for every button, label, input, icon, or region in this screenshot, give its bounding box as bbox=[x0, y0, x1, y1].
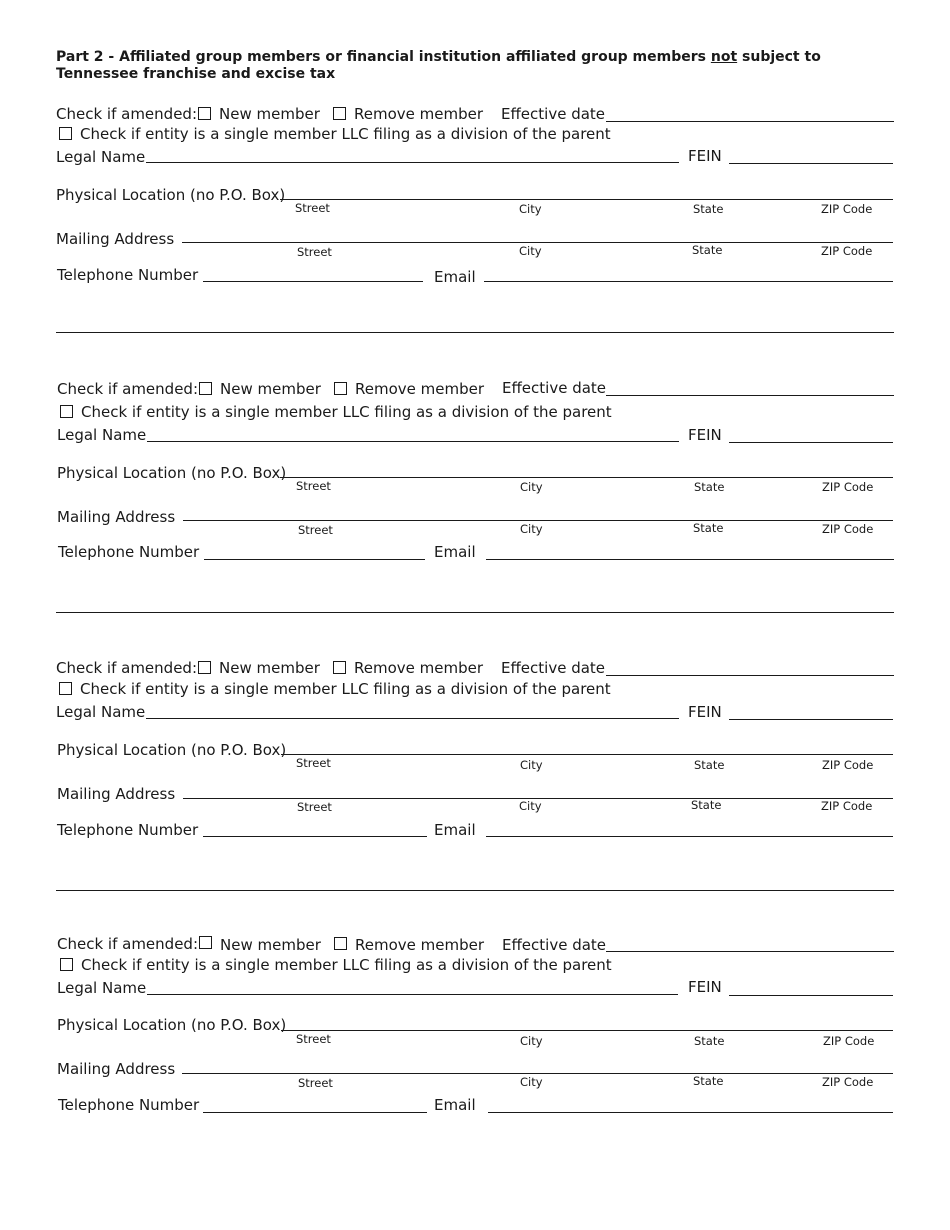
physical-state-caption: State bbox=[693, 202, 724, 216]
mailing-address-field[interactable] bbox=[182, 242, 893, 243]
physical-zip-caption: ZIP Code bbox=[822, 758, 874, 772]
physical-street-caption: Street bbox=[295, 201, 330, 215]
mailing-state-caption: State bbox=[692, 243, 723, 257]
telephone-field[interactable] bbox=[203, 1112, 427, 1113]
mailing-city-caption: City bbox=[519, 244, 542, 258]
fein-field[interactable] bbox=[729, 163, 893, 164]
legal-name-field[interactable] bbox=[147, 994, 678, 995]
remove-member-label: Remove member bbox=[354, 105, 484, 123]
single-member-llc-checkbox[interactable] bbox=[60, 958, 73, 971]
mailing-address-label: Mailing Address bbox=[56, 230, 175, 248]
telephone-field[interactable] bbox=[203, 281, 423, 282]
physical-street-caption: Street bbox=[296, 1032, 331, 1046]
physical-state-caption: State bbox=[694, 480, 725, 494]
mailing-zip-caption: ZIP Code bbox=[822, 1075, 874, 1089]
mailing-address-label: Mailing Address bbox=[57, 1060, 176, 1078]
new-member-checkbox[interactable] bbox=[198, 107, 211, 120]
fein-label: FEIN bbox=[688, 978, 722, 996]
new-member-label: New member bbox=[219, 105, 320, 123]
page-title: Part 2 - Affiliated group members or financial institution affiliated group members not subject to Tennessee franchise and excise tax bbox=[56, 49, 821, 82]
legal-name-label: Legal Name bbox=[56, 148, 146, 166]
new-member-checkbox[interactable] bbox=[198, 661, 211, 674]
member-block-1 bbox=[0, 104, 950, 344]
email-field[interactable] bbox=[486, 559, 894, 560]
new-member-checkbox[interactable] bbox=[199, 382, 212, 395]
remove-member-checkbox[interactable] bbox=[333, 107, 346, 120]
legal-name-label: Legal Name bbox=[56, 703, 146, 721]
member-block-2 bbox=[0, 379, 950, 619]
mailing-zip-caption: ZIP Code bbox=[821, 244, 873, 258]
single-member-llc-checkbox[interactable] bbox=[59, 127, 72, 140]
email-label: Email bbox=[434, 543, 476, 561]
legal-name-field[interactable] bbox=[147, 441, 679, 442]
legal-name-field[interactable] bbox=[146, 718, 679, 719]
fein-field[interactable] bbox=[729, 719, 893, 720]
remove-member-checkbox[interactable] bbox=[334, 382, 347, 395]
check-if-amended-label: Check if amended: bbox=[56, 659, 197, 677]
email-field[interactable] bbox=[484, 281, 893, 282]
telephone-label: Telephone Number bbox=[57, 266, 199, 284]
legal-name-label: Legal Name bbox=[57, 979, 147, 997]
section-divider bbox=[56, 332, 894, 333]
physical-location-field[interactable] bbox=[281, 1030, 893, 1031]
single-member-llc-label: Check if entity is a single member LLC filing as a division of the parent bbox=[81, 403, 612, 421]
mailing-street-caption: Street bbox=[298, 1076, 333, 1090]
single-member-llc-checkbox[interactable] bbox=[59, 682, 72, 695]
mailing-state-caption: State bbox=[693, 521, 724, 535]
mailing-state-caption: State bbox=[693, 1074, 724, 1088]
telephone-field[interactable] bbox=[203, 836, 427, 837]
email-label: Email bbox=[434, 268, 476, 286]
remove-member-label: Remove member bbox=[355, 380, 485, 398]
remove-member-checkbox[interactable] bbox=[334, 937, 347, 950]
physical-zip-caption: ZIP Code bbox=[823, 1034, 875, 1048]
mailing-state-caption: State bbox=[691, 798, 722, 812]
physical-location-field[interactable] bbox=[280, 199, 893, 200]
physical-state-caption: State bbox=[694, 1034, 725, 1048]
mailing-street-caption: Street bbox=[297, 245, 332, 259]
mailing-address-label: Mailing Address bbox=[57, 785, 176, 803]
physical-street-caption: Street bbox=[296, 756, 331, 770]
mailing-zip-caption: ZIP Code bbox=[821, 799, 873, 813]
telephone-label: Telephone Number bbox=[58, 1096, 200, 1114]
physical-city-caption: City bbox=[520, 758, 543, 772]
mailing-address-label: Mailing Address bbox=[57, 508, 176, 526]
effective-date-field[interactable] bbox=[606, 675, 894, 676]
physical-city-caption: City bbox=[520, 1034, 543, 1048]
physical-location-field[interactable] bbox=[280, 477, 893, 478]
fein-field[interactable] bbox=[729, 442, 893, 443]
new-member-label: New member bbox=[219, 659, 320, 677]
remove-member-label: Remove member bbox=[354, 659, 484, 677]
fein-field[interactable] bbox=[729, 995, 893, 996]
new-member-label: New member bbox=[220, 936, 321, 954]
physical-location-label: Physical Location (no P.O. Box) bbox=[56, 186, 286, 204]
section-divider bbox=[56, 890, 894, 891]
mailing-zip-caption: ZIP Code bbox=[822, 522, 874, 536]
email-label: Email bbox=[434, 1096, 476, 1114]
physical-street-caption: Street bbox=[296, 479, 331, 493]
effective-date-label: Effective date bbox=[502, 379, 607, 397]
effective-date-field[interactable] bbox=[606, 395, 894, 396]
physical-state-caption: State bbox=[694, 758, 725, 772]
effective-date-field[interactable] bbox=[606, 121, 894, 122]
member-block-3 bbox=[0, 658, 950, 898]
mailing-address-field[interactable] bbox=[183, 520, 893, 521]
physical-city-caption: City bbox=[520, 480, 543, 494]
physical-location-label: Physical Location (no P.O. Box) bbox=[57, 464, 287, 482]
mailing-city-caption: City bbox=[519, 799, 542, 813]
physical-location-label: Physical Location (no P.O. Box) bbox=[57, 1016, 287, 1034]
effective-date-label: Effective date bbox=[501, 105, 606, 123]
new-member-label: New member bbox=[220, 380, 321, 398]
mailing-street-caption: Street bbox=[298, 523, 333, 537]
telephone-field[interactable] bbox=[204, 559, 425, 560]
physical-zip-caption: ZIP Code bbox=[821, 202, 873, 216]
mailing-city-caption: City bbox=[520, 1075, 543, 1089]
physical-city-caption: City bbox=[519, 202, 542, 216]
member-block-4 bbox=[0, 934, 950, 1174]
fein-label: FEIN bbox=[688, 426, 722, 444]
single-member-llc-label: Check if entity is a single member LLC filing as a division of the parent bbox=[81, 956, 612, 974]
effective-date-field[interactable] bbox=[606, 951, 894, 952]
mailing-city-caption: City bbox=[520, 522, 543, 536]
check-if-amended-label: Check if amended: bbox=[57, 380, 198, 398]
remove-member-checkbox[interactable] bbox=[333, 661, 346, 674]
check-if-amended-label: Check if amended: bbox=[57, 935, 198, 953]
single-member-llc-label: Check if entity is a single member LLC filing as a division of the parent bbox=[80, 680, 611, 698]
fein-label: FEIN bbox=[688, 147, 722, 165]
section-divider bbox=[56, 612, 894, 613]
single-member-llc-checkbox[interactable] bbox=[60, 405, 73, 418]
legal-name-field[interactable] bbox=[146, 162, 679, 163]
legal-name-label: Legal Name bbox=[57, 426, 147, 444]
physical-zip-caption: ZIP Code bbox=[822, 480, 874, 494]
fein-label: FEIN bbox=[688, 703, 722, 721]
new-member-checkbox[interactable] bbox=[199, 936, 212, 949]
mailing-address-field[interactable] bbox=[182, 1073, 893, 1074]
effective-date-label: Effective date bbox=[501, 659, 606, 677]
mailing-street-caption: Street bbox=[297, 800, 332, 814]
physical-location-label: Physical Location (no P.O. Box) bbox=[57, 741, 287, 759]
email-label: Email bbox=[434, 821, 476, 839]
effective-date-label: Effective date bbox=[502, 936, 607, 954]
physical-location-field[interactable] bbox=[281, 754, 893, 755]
check-if-amended-label: Check if amended: bbox=[56, 105, 197, 123]
single-member-llc-label: Check if entity is a single member LLC filing as a division of the parent bbox=[80, 125, 611, 143]
telephone-label: Telephone Number bbox=[58, 543, 200, 561]
email-field[interactable] bbox=[488, 1112, 893, 1113]
remove-member-label: Remove member bbox=[355, 936, 485, 954]
email-field[interactable] bbox=[486, 836, 893, 837]
telephone-label: Telephone Number bbox=[57, 821, 199, 839]
